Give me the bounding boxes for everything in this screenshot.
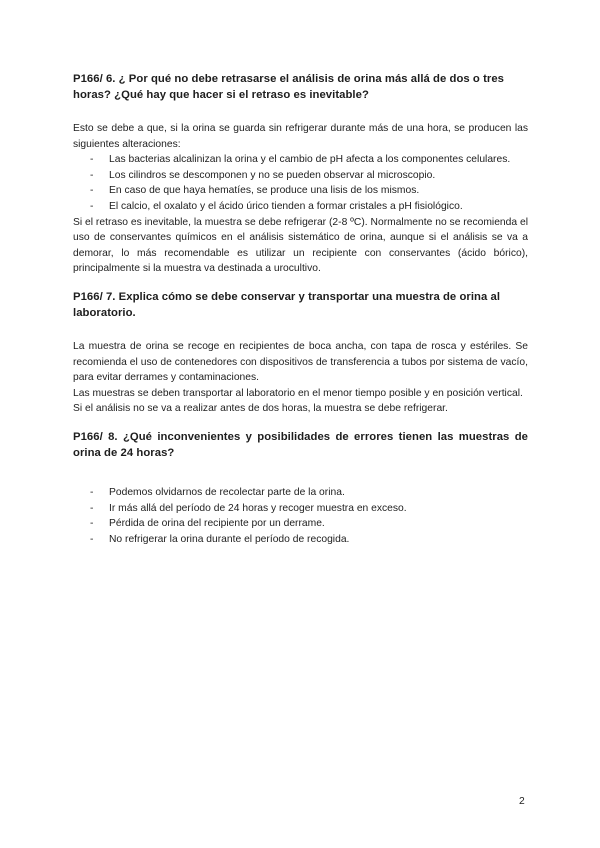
page-content (73, 71, 528, 547)
question-6-intro: Esto se debe a que, si la orina se guarda sin refrigerar durante más de una hora, se producen las siguientes alteraciones: (73, 123, 528, 150)
question-6-closing: Si el retraso es inevitable, la muestra se debe refrigerar (2-8 ºC). Normalmente no se recomienda el uso de conservantes químicos en el análisis sistemático de orina, aunque si el análisis se va a demorar, lo más recomendable es utilizar un recipiente con conservantes (ácido bórico), principalmente si la muestra va destinada a urocultivo. (73, 216, 528, 275)
paragraph: Las muestras se deben transportar al laboratorio en el menor tiempo posible y en posición vertical. (73, 387, 523, 399)
bullet-dash: - (90, 200, 94, 212)
list-item: - No refrigerar la orina durante el período de recogida. (73, 532, 528, 548)
alterations-list (73, 152, 528, 214)
errors-list (73, 485, 528, 547)
list-item: - Ir más allá del período de 24 horas y recoger muestra en exceso. (73, 501, 528, 517)
page-number: 2 (519, 796, 525, 807)
list-item: - Las bacterias alcalinizan la orina y el cambio de pH afecta a los componentes celulares. (73, 152, 528, 168)
bullet-dash: - (90, 533, 94, 545)
bullet-dash: - (90, 185, 94, 197)
paragraph: Si el análisis no se va a realizar antes de dos horas, la muestra se debe refrigerar. (73, 403, 448, 415)
bullet-dash: - (90, 154, 94, 166)
question-7-heading: P166/ 7. Explica cómo se debe conservar y transportar una muestra de orina al laboratorio. (73, 290, 501, 319)
bullet-dash: - (90, 486, 94, 498)
question-6-heading: P166/ 6. ¿ Por qué no debe retrasarse el análisis de orina más allá de dos o tres horas? ¿Qué hay que hacer si el retraso es inevitable? (73, 73, 504, 101)
bullet-dash: - (90, 518, 94, 530)
list-item: - Podemos olvidarnos de recolectar parte de la orina. (73, 485, 528, 501)
list-item: - En caso de que haya hematíes, se produce una lisis de los mismos. (73, 183, 528, 199)
paragraph: La muestra de orina se recoge en recipientes de boca ancha, con tapa de rosca y estériles. Se recomienda el uso de contenedores con dispositivos de transferencia a tubos por sistema de vacío, para evitar derrames y contaminaciones. (73, 340, 528, 384)
bullet-dash: - (90, 502, 94, 514)
list-item: - Los cilindros se descomponen y no se pueden observar al microscopio. (73, 168, 528, 184)
question-6-section (73, 71, 528, 277)
question-8-section (73, 429, 528, 547)
list-item: - El calcio, el oxalato y el ácido úrico tienden a formar cristales a pH fisiológico. (73, 199, 528, 215)
list-item: - Pérdida de orina del recipiente por un derrame. (73, 516, 528, 532)
bullet-dash: - (90, 169, 94, 181)
question-7-section (73, 289, 528, 417)
question-8-heading: P166/ 8. ¿Qué inconvenientes y posibilidades de errores tienen las muestras de orina de 24 horas? (73, 430, 528, 459)
